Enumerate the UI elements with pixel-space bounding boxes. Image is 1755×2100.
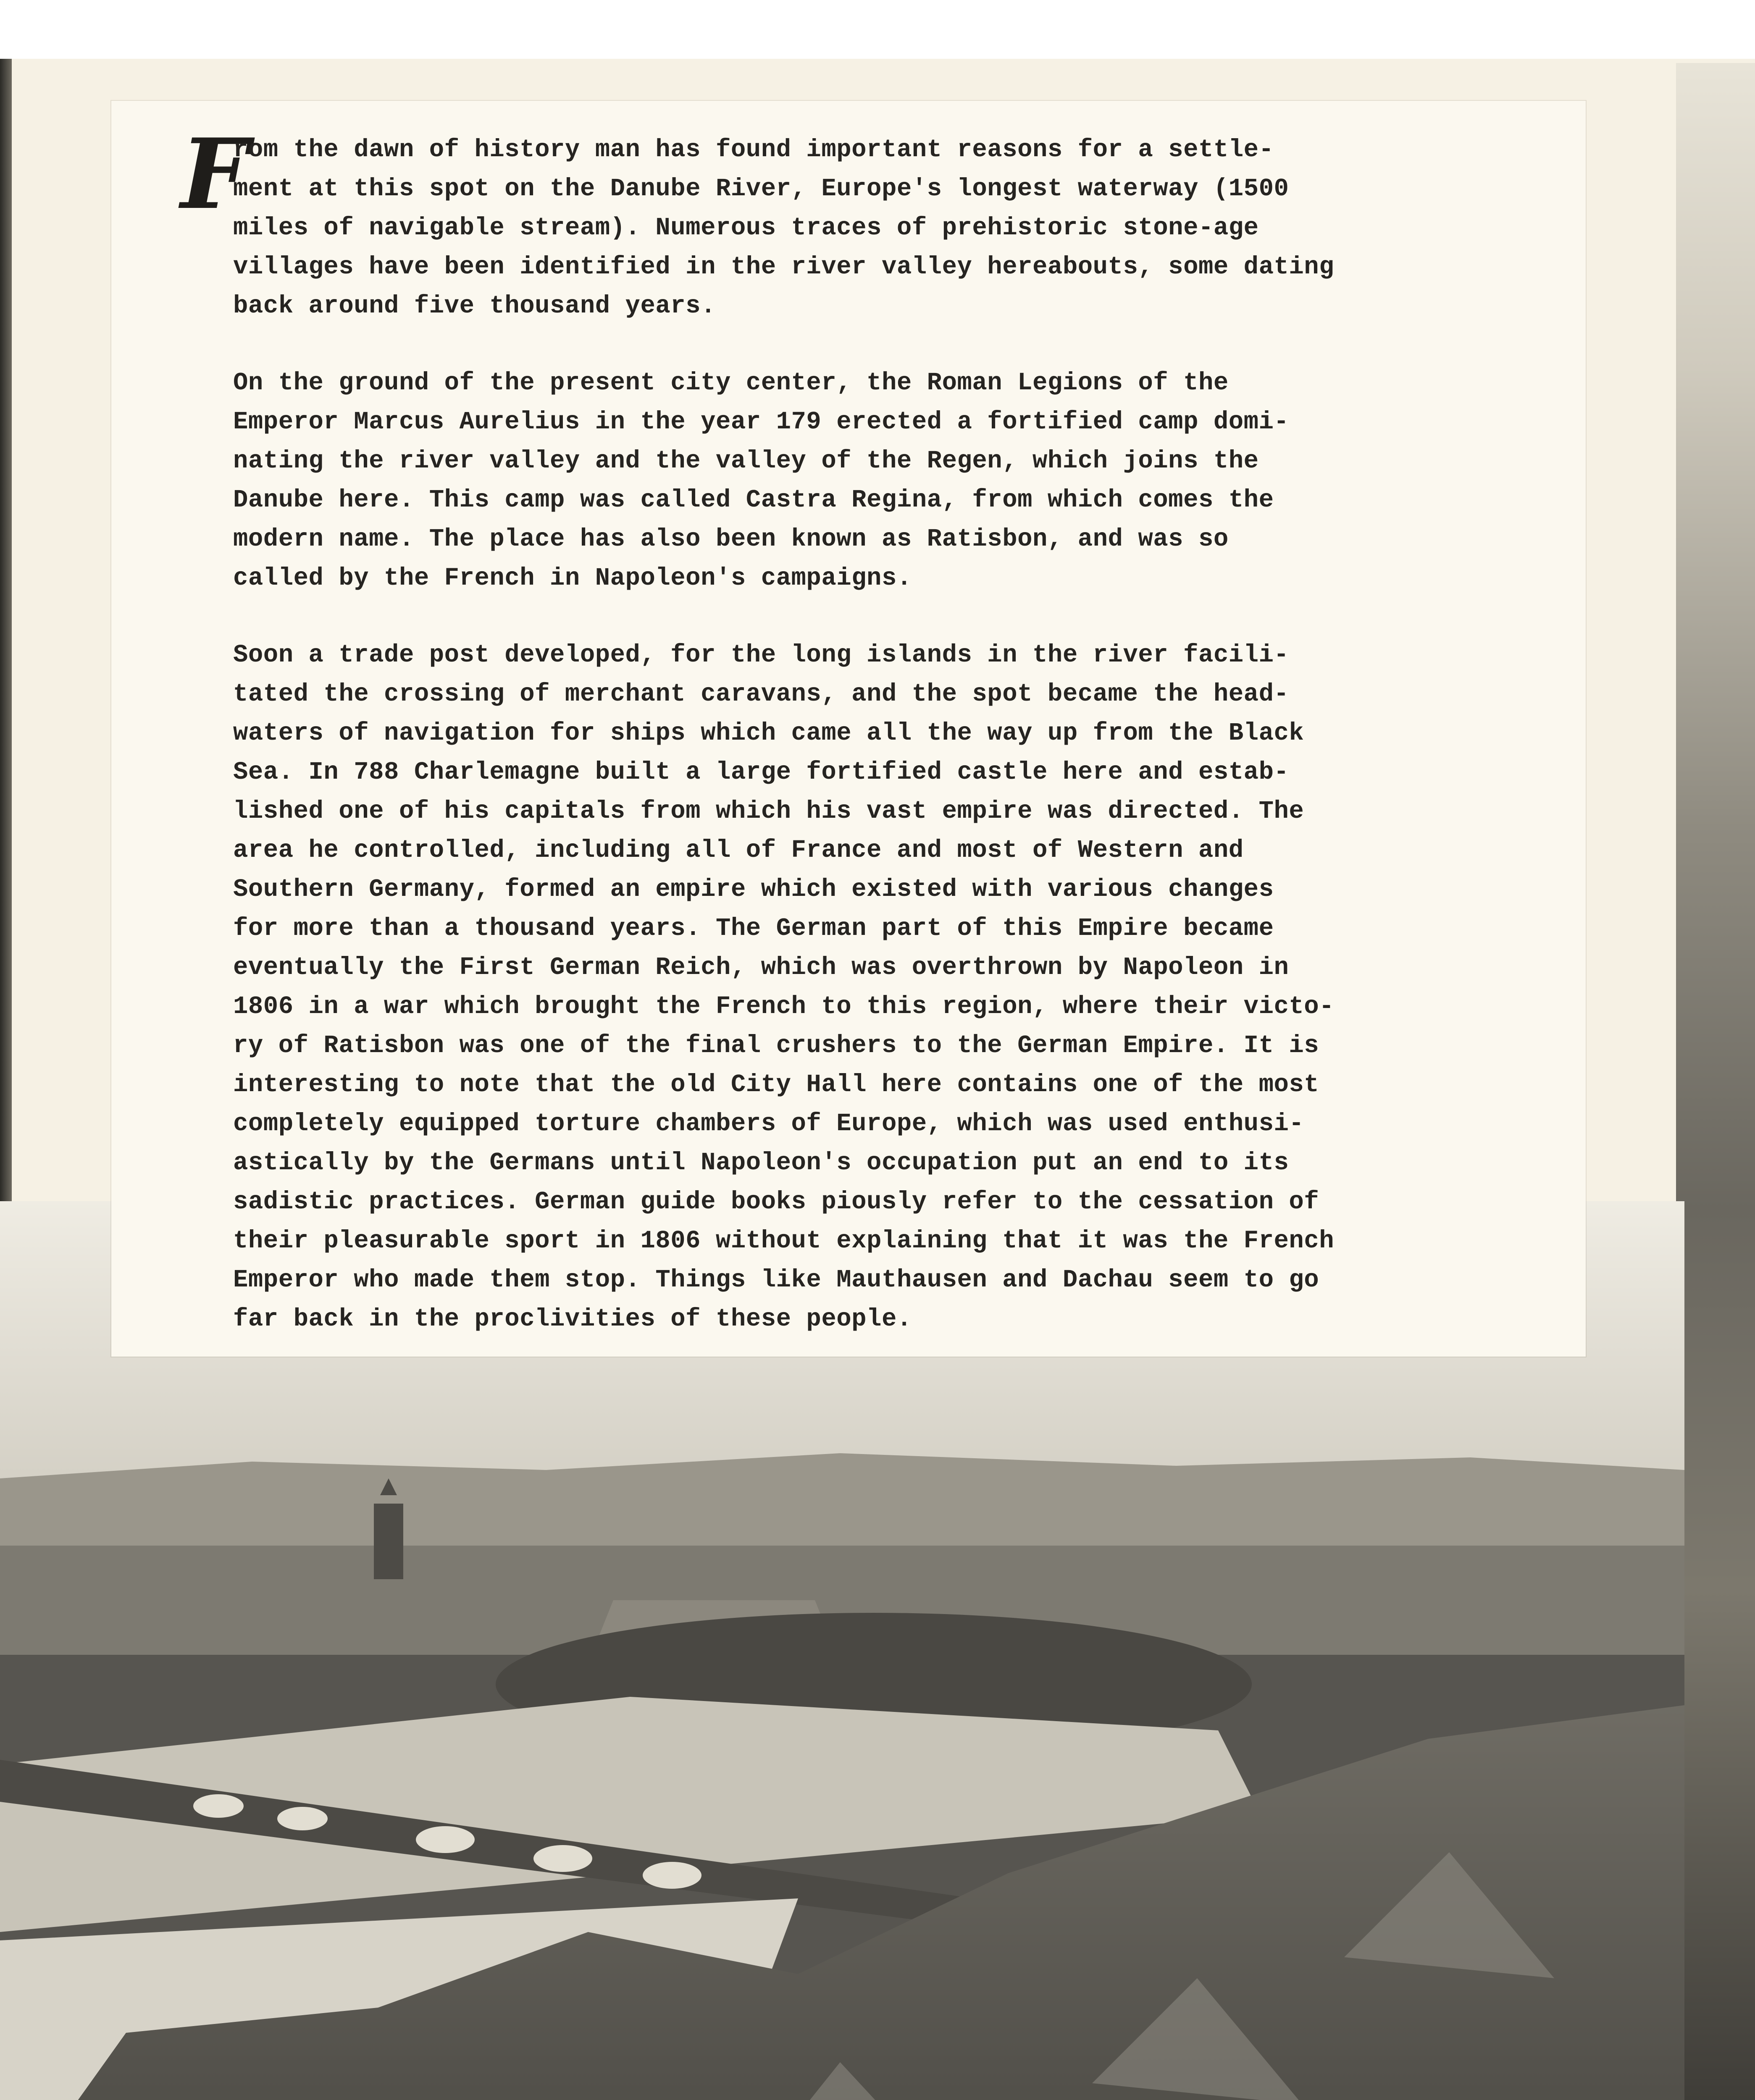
article-body	[233, 130, 1661, 1376]
paragraph-trade-post: Soon a trade post developed, for the long islands in the river facili- tated the crossing of merchant caravans, and the spot became the head- waters of navigation for ships which came all the way up from the Black Sea. In 788 Charlemagne built a large fortified castle here and estab- lished one of his capitals from which his vast empire was directed. The area he controlled, including all of France and most of Western and Southern Germany, formed an empire which existed with various changes for more than a thousand years. The German part of this Empire became eventually the First German Reich, which was overthrown by Napoleon in 1806 in a war which brought the French to this region, where their victo- ry of Ratisbon was one of the final crushers to the German Empire. It is interesting to note that the old City Hall here contains one of the most completely equipped torture chambers of Europe, which was used enthusi- astically by the Germans until Napoleon's occupation put an end to its sadistic practices. German guide books piously refer to the cessation of their pleasurable sport in 1806 without explaining that it was the French Emperor who made them stop. Things like Mauthausen and Dachau seem to go far back in the proclivities of these people.	[233, 641, 1335, 1333]
paragraph-roman-camp: On the ground of the present city center, the Roman Legions of the Emperor Marcus Aurelius in the year 179 erected a fortified camp domi- nating the river valley and the valley of the Regen, which joins the Danube here. This camp was called Castra Regina, from which comes the modern name. The place has also been known as Ratisbon, and was so called by the French in Napoleon's campaigns.	[233, 369, 1289, 592]
adjacent-page-strip	[1676, 63, 1755, 2100]
drop-cap-letter: F	[181, 118, 250, 231]
scan-top-margin	[0, 0, 1755, 59]
text-panel	[111, 101, 1586, 1357]
paragraph-danube-settlement: rom the dawn of history man has found important reasons for a settle- ment at this spot on the Danube River, Europe's longest waterway (1500 miles of navigable stream). Numerous traces of prehistoric stone-age villages have been identified in the river valley hereabouts, some dating back around five thousand years.	[233, 136, 1335, 320]
